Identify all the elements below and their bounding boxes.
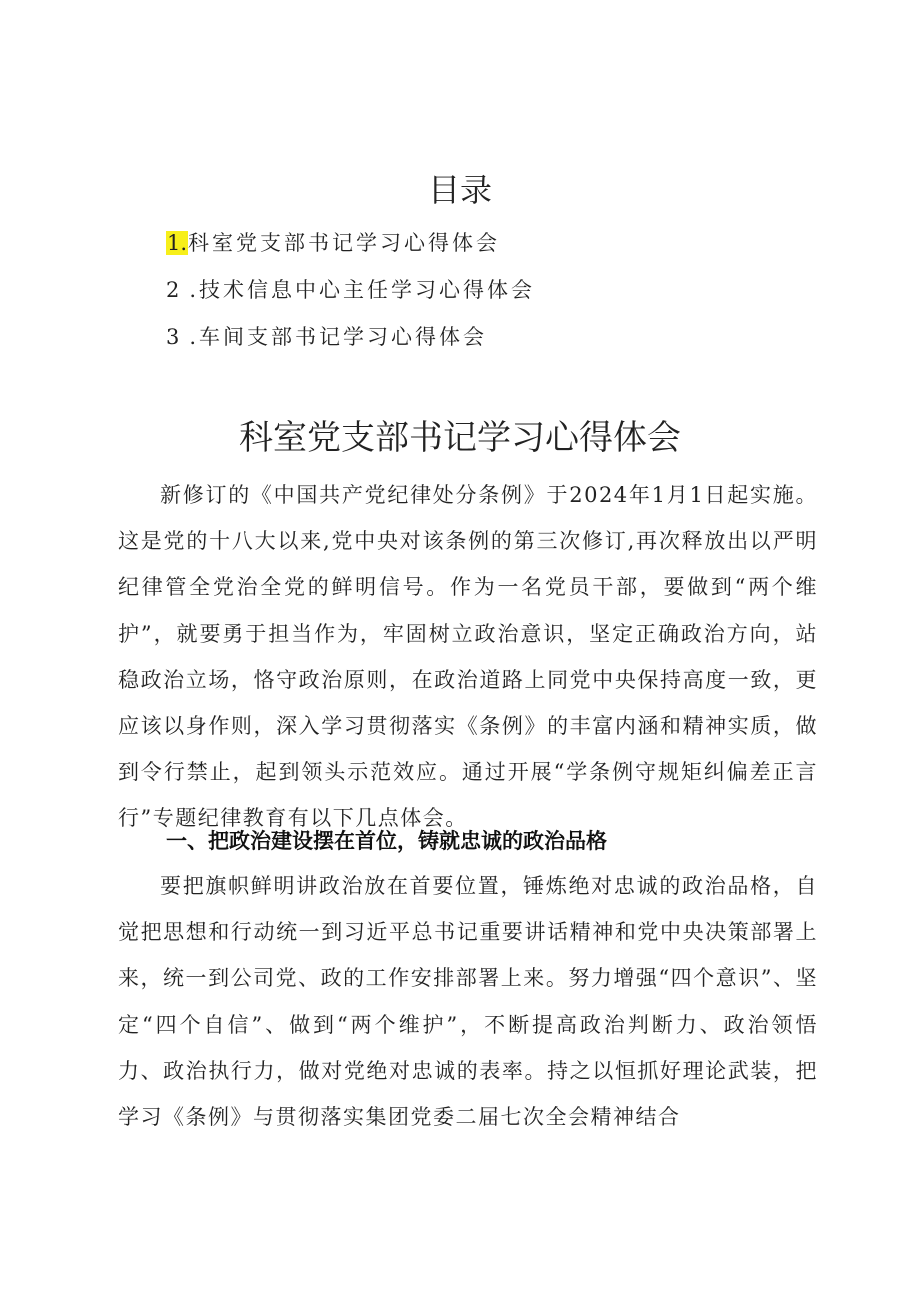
toc-item-number: 3 (166, 325, 180, 349)
section-paragraph: 要把旗帜鲜明讲政治放在首要位置，锤炼绝对忠诚的政治品格，自觉把思想和行动统一到习近平总书记重要讲话精神和党中央决策部署上来，统一到公司党、政的工作安排部署上来。努力增强“四个意识”、坚定“四个自信”、做到“两个维护”，不断提高政治判断力、政治领悟力、政治执行力，做对党绝对忠诚的表率。持之以恒抓好理论武装，把学习《条例》与贯彻落实集团党委二届七次全会精神结合 (118, 874, 818, 1130)
toc-item-3[interactable] (166, 322, 487, 352)
toc-item-2[interactable] (166, 275, 535, 305)
toc-item-number: 1. (167, 231, 188, 255)
toc-item-label: .技术信息中心主任学习心得体会 (189, 278, 536, 302)
toc-item-number: 2 (166, 278, 180, 302)
intro-paragraph: 新修订的《中国共产党纪律处分条例》于2024年1月1日起实施。这是党的十八大以来,党中央对该条例的第三次修订,再次释放出以严明纪律管全党治全党的鲜明信号。作为一名党员干部，要做到“两个维护”，就要勇于担当作为，牢固树立政治意识，坚定正确政治方向，站稳政治立场，恪守政治原则，在政治道路上同党中央保持高度一致，更应该以身作则，深入学习贯彻落实《条例》的丰富内涵和精神实质，做到令行禁止，起到领头示范效应。通过开展“学条例守规矩纠偏差正言行”专题纪律教育有以下几点体会。 (118, 483, 818, 831)
article-title: 科室党支部书记学习心得体会 (239, 418, 681, 458)
toc-item-1[interactable] (166, 228, 500, 258)
toc-item-label: .车间支部书记学习心得体会 (189, 325, 488, 349)
toc-title: 目录 (427, 171, 492, 209)
section-heading: 一、把政治建设摆在首位，铸就忠诚的政治品格 (166, 829, 607, 853)
toc-item-label: 科室党支部书记学习心得体会 (188, 231, 501, 255)
